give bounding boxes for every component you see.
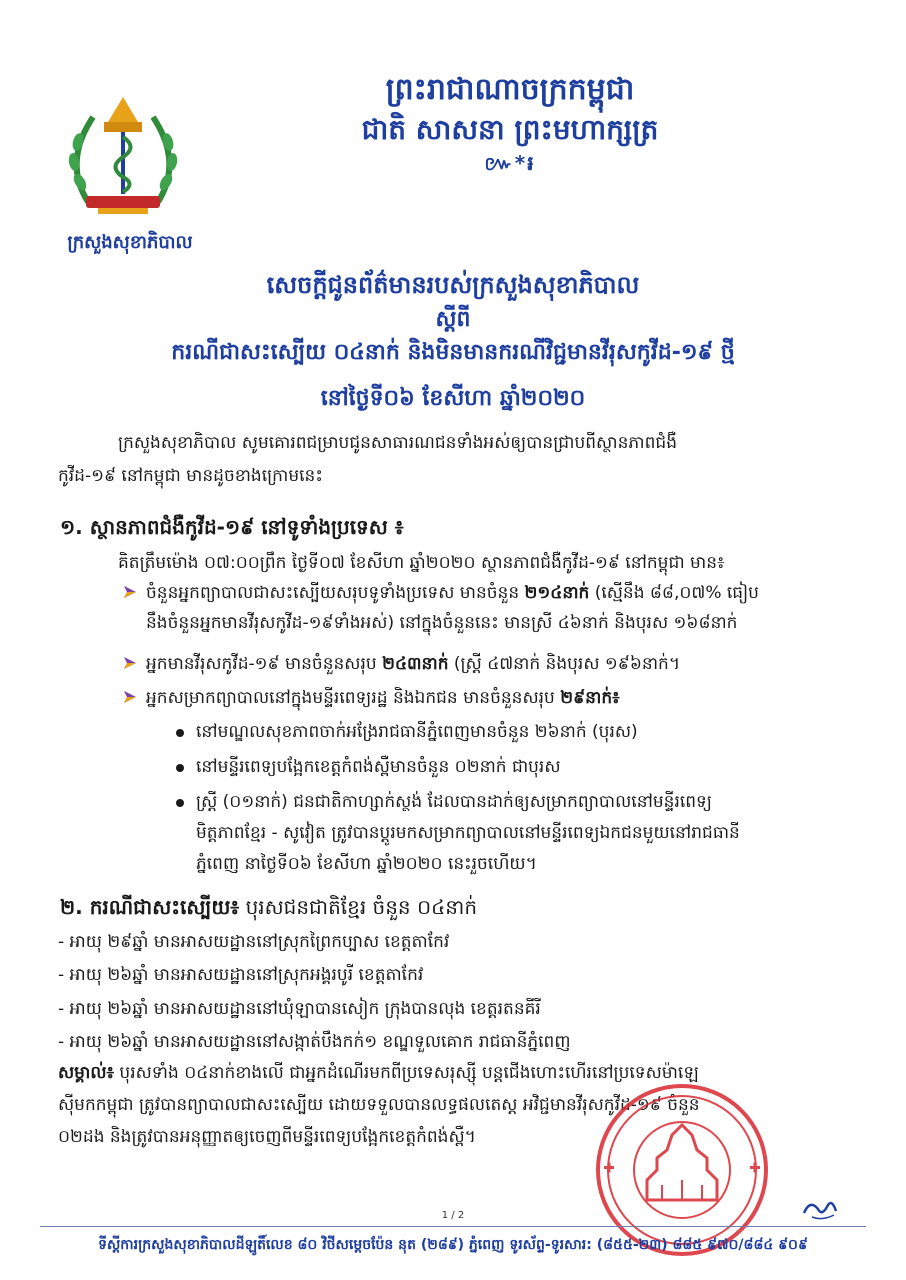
- section-1-asof: គិតត្រឹមម៉ោង ០៧:០០ព្រឹក ថ្ងៃទី០៧ ខែសីហា ឆ្នាំ២០២០ ស្ថានភាពជំងឺកូវីដ-១៩ នៅកម្ពុជា មាន៖: [118, 553, 725, 573]
- section-2-heading-bold: ២. ករណីជាសះស្បើយ៖: [60, 895, 240, 919]
- case-item-4: - អាយុ ២៦ឆ្នាំ មានអាសយដ្ឋាននៅសង្កាត់បឹងកក់១ ខណ្ឌទួលគោក រាជធានីភ្នំពេញ: [58, 1032, 571, 1052]
- sub-bullet-kazakh-line-2: មិត្តភាពខ្មែរ - សូវៀត ត្រូវបានប្ដូរមកសម្រាកព្យាបាលនៅមន្ទីរពេទ្យឯកជនមួយនៅរាជធានី: [196, 823, 740, 843]
- arrow-bullet-icon: [124, 586, 136, 598]
- sub-bullet-chak-angre: នៅមណ្ឌលសុខភាពចាក់អង្រែរាជធានីភ្នំពេញមានចំនួន ២៦នាក់ (បុរស): [196, 722, 638, 742]
- footer-address: ទីស្តីការក្រសួងសុខាភិបាលដីឡូតិ៍លេខ ៨០ វិថីសម្តេចប៉ែន នុត (២៨៩) ភ្នំពេញ ទូរស័ព្ទ-ទូរសារ: (៨៥៥-២៣) ៨៨៥ ៩៧០/៨៨៤ ៩០៩: [98, 1237, 808, 1253]
- title-subject-label: ស្តីពី: [435, 307, 471, 332]
- note-line-3: ០២ដង និងត្រូវបានអនុញ្ញាតឲ្យចេញពីមន្ទីរពេទ្យបង្អែកខេត្តកំពង់ស្ពឺ។: [58, 1127, 476, 1147]
- ornament: ៚*៛: [484, 151, 536, 175]
- arrow-bullet-icon: [124, 657, 136, 669]
- intro-line-2: កូវីដ-១៩ នៅកម្ពុជា មានដូចខាងក្រោមនេះ: [58, 466, 323, 486]
- total-cases-text: អ្នកមានវីរុសកូវីដ-១៩ មានចំនួនសរុប: [146, 654, 383, 674]
- official-stamp: [592, 1080, 772, 1260]
- case-item-1: - អាយុ ២៩ឆ្នាំ មានអាសយដ្ឋាននៅស្រុកព្រៃកប្បាស ខេត្តតាកែវ: [58, 932, 450, 952]
- footer-divider: [40, 1226, 866, 1227]
- total-cases-count: ២៤៣នាក់: [382, 654, 449, 674]
- sub-bullet-dot: [176, 799, 184, 807]
- sub-bullet-kampong-speu: នៅមន្ទីរពេទ្យបង្អែកខេត្តកំពង់ស្ពឺមានចំនួន ០២នាក់ ជាបុរស: [196, 757, 561, 777]
- case-item-2: - អាយុ ២៦ឆ្នាំ មានអាសយដ្ឋាននៅស្រុកអង្គរបូរី ខេត្តតាកែវ: [58, 965, 424, 985]
- bullet-recovered: [146, 578, 759, 608]
- section-2-heading: [60, 892, 477, 922]
- sub-bullet-kazakh-line-3: ភ្នំពេញ នាថ្ងៃទី០៦ ខែសីហា ឆ្នាំ២០២០ នេះរួចហើយ។: [196, 854, 537, 874]
- title-date: នៅថ្ងៃទី០៦ ខែសីហា ឆ្នាំ២០២០: [320, 386, 586, 411]
- case-item-3: - អាយុ ២៦ឆ្នាំ មានអាសយដ្ឋាននៅឃុំឡាបានសៀក ក្រុងបានលុង ខេត្តរតនគីរី: [58, 999, 541, 1019]
- sub-bullet-kazakh-line-1: ស្ត្រី (០១នាក់) ជនជាតិកាហ្សាក់ស្ថង់ ដែលបានដាក់ឲ្យសម្រាកព្យាបាលនៅមន្ទីរពេទ្យ: [196, 792, 712, 812]
- bullet-total-cases: [146, 649, 680, 679]
- hospitalized-text: អ្នកសម្រាកព្យាបាលនៅក្នុងមន្ទីរពេទ្យរដ្ឋ និងឯកជន មានចំនួនសរុប: [146, 688, 561, 708]
- recovered-count: ២១៤នាក់: [524, 583, 590, 603]
- sub-bullet-dot: [176, 764, 184, 772]
- recovered-percent-text: (ស្មើនឹង ៨៨,០៧% ធៀប: [589, 583, 759, 603]
- recovered-text: ចំនួនអ្នកព្យាបាលជាសះស្បើយសរុបទូទាំងប្រទេស មានចំនួន: [146, 583, 525, 603]
- sub-bullet-dot: [176, 729, 184, 737]
- intro-line-1: ក្រសួងសុខាភិបាល សូមគោរពជម្រាបជូនសាធារណជនទាំងអស់ឲ្យបានជ្រាបពីស្ថានភាពជំងឺ: [118, 433, 677, 453]
- note-label: សម្គាល់៖: [58, 1063, 115, 1083]
- arrow-bullet-icon: [124, 691, 136, 703]
- section-1-heading: ១. ស្ថានភាពជំងឺកូវីដ-១៩ នៅទូទាំងប្រទេស ៖: [60, 515, 404, 539]
- kingdom-title: ព្រះរាជាណាចក្រកម្ពុជា: [385, 72, 635, 107]
- hospitalized-count: ២៩នាក់៖: [560, 688, 620, 708]
- bullet-recovered-line-2: នឹងចំនួនអ្នកមានវីរុសកូវីដ-១៩ទាំងអស់) នៅក្នុងចំនួននេះ មានស្រី ៤៦នាក់ និងបុរស ១៦៨នាក់: [146, 613, 738, 633]
- page-number: 1 / 2: [441, 1210, 465, 1221]
- note-text-1: បុរសទាំង ០៤នាក់ខាងលើ ជាអ្នកដំណើរមកពីប្រទេសរុស្ស៊ី បន្តជើងហោះហើរនៅប្រទេសម៉ាឡេ: [114, 1063, 699, 1083]
- ministry-name: ក្រសួងសុខាភិបាល: [67, 232, 193, 253]
- section-2-heading-rest: បុរសជនជាតិខ្មែរ ចំនួន ០៤នាក់: [239, 895, 478, 919]
- note-line-2: ស៊ីមកកម្ពុជា ត្រូវបានព្យាបាលជាសះស្បើយ ដោយទទួលបានលទ្ធផលតេស្ត អវិជ្ជមានវីរុសកូវីដ-១៩ ចំនួន: [58, 1095, 700, 1115]
- national-motto: ជាតិ សាសនា ព្រះមហាក្សត្រ: [361, 113, 659, 146]
- total-cases-breakdown: (ស្ត្រី ៤៧នាក់ និងបុរស ១៩៦នាក់។: [448, 654, 681, 674]
- bullet-hospitalized: [146, 683, 620, 713]
- title-subject: ករណីជាសះស្បើយ ០៤នាក់ និងមិនមានករណីវិជ្ជមានវីរុសកូវីដ-១៩ ថ្មី: [171, 340, 735, 365]
- ministry-logo: [58, 92, 188, 222]
- document-title: សេចក្តីជូនព័ត៌មានរបស់ក្រសួងសុខាភិបាល: [266, 271, 640, 299]
